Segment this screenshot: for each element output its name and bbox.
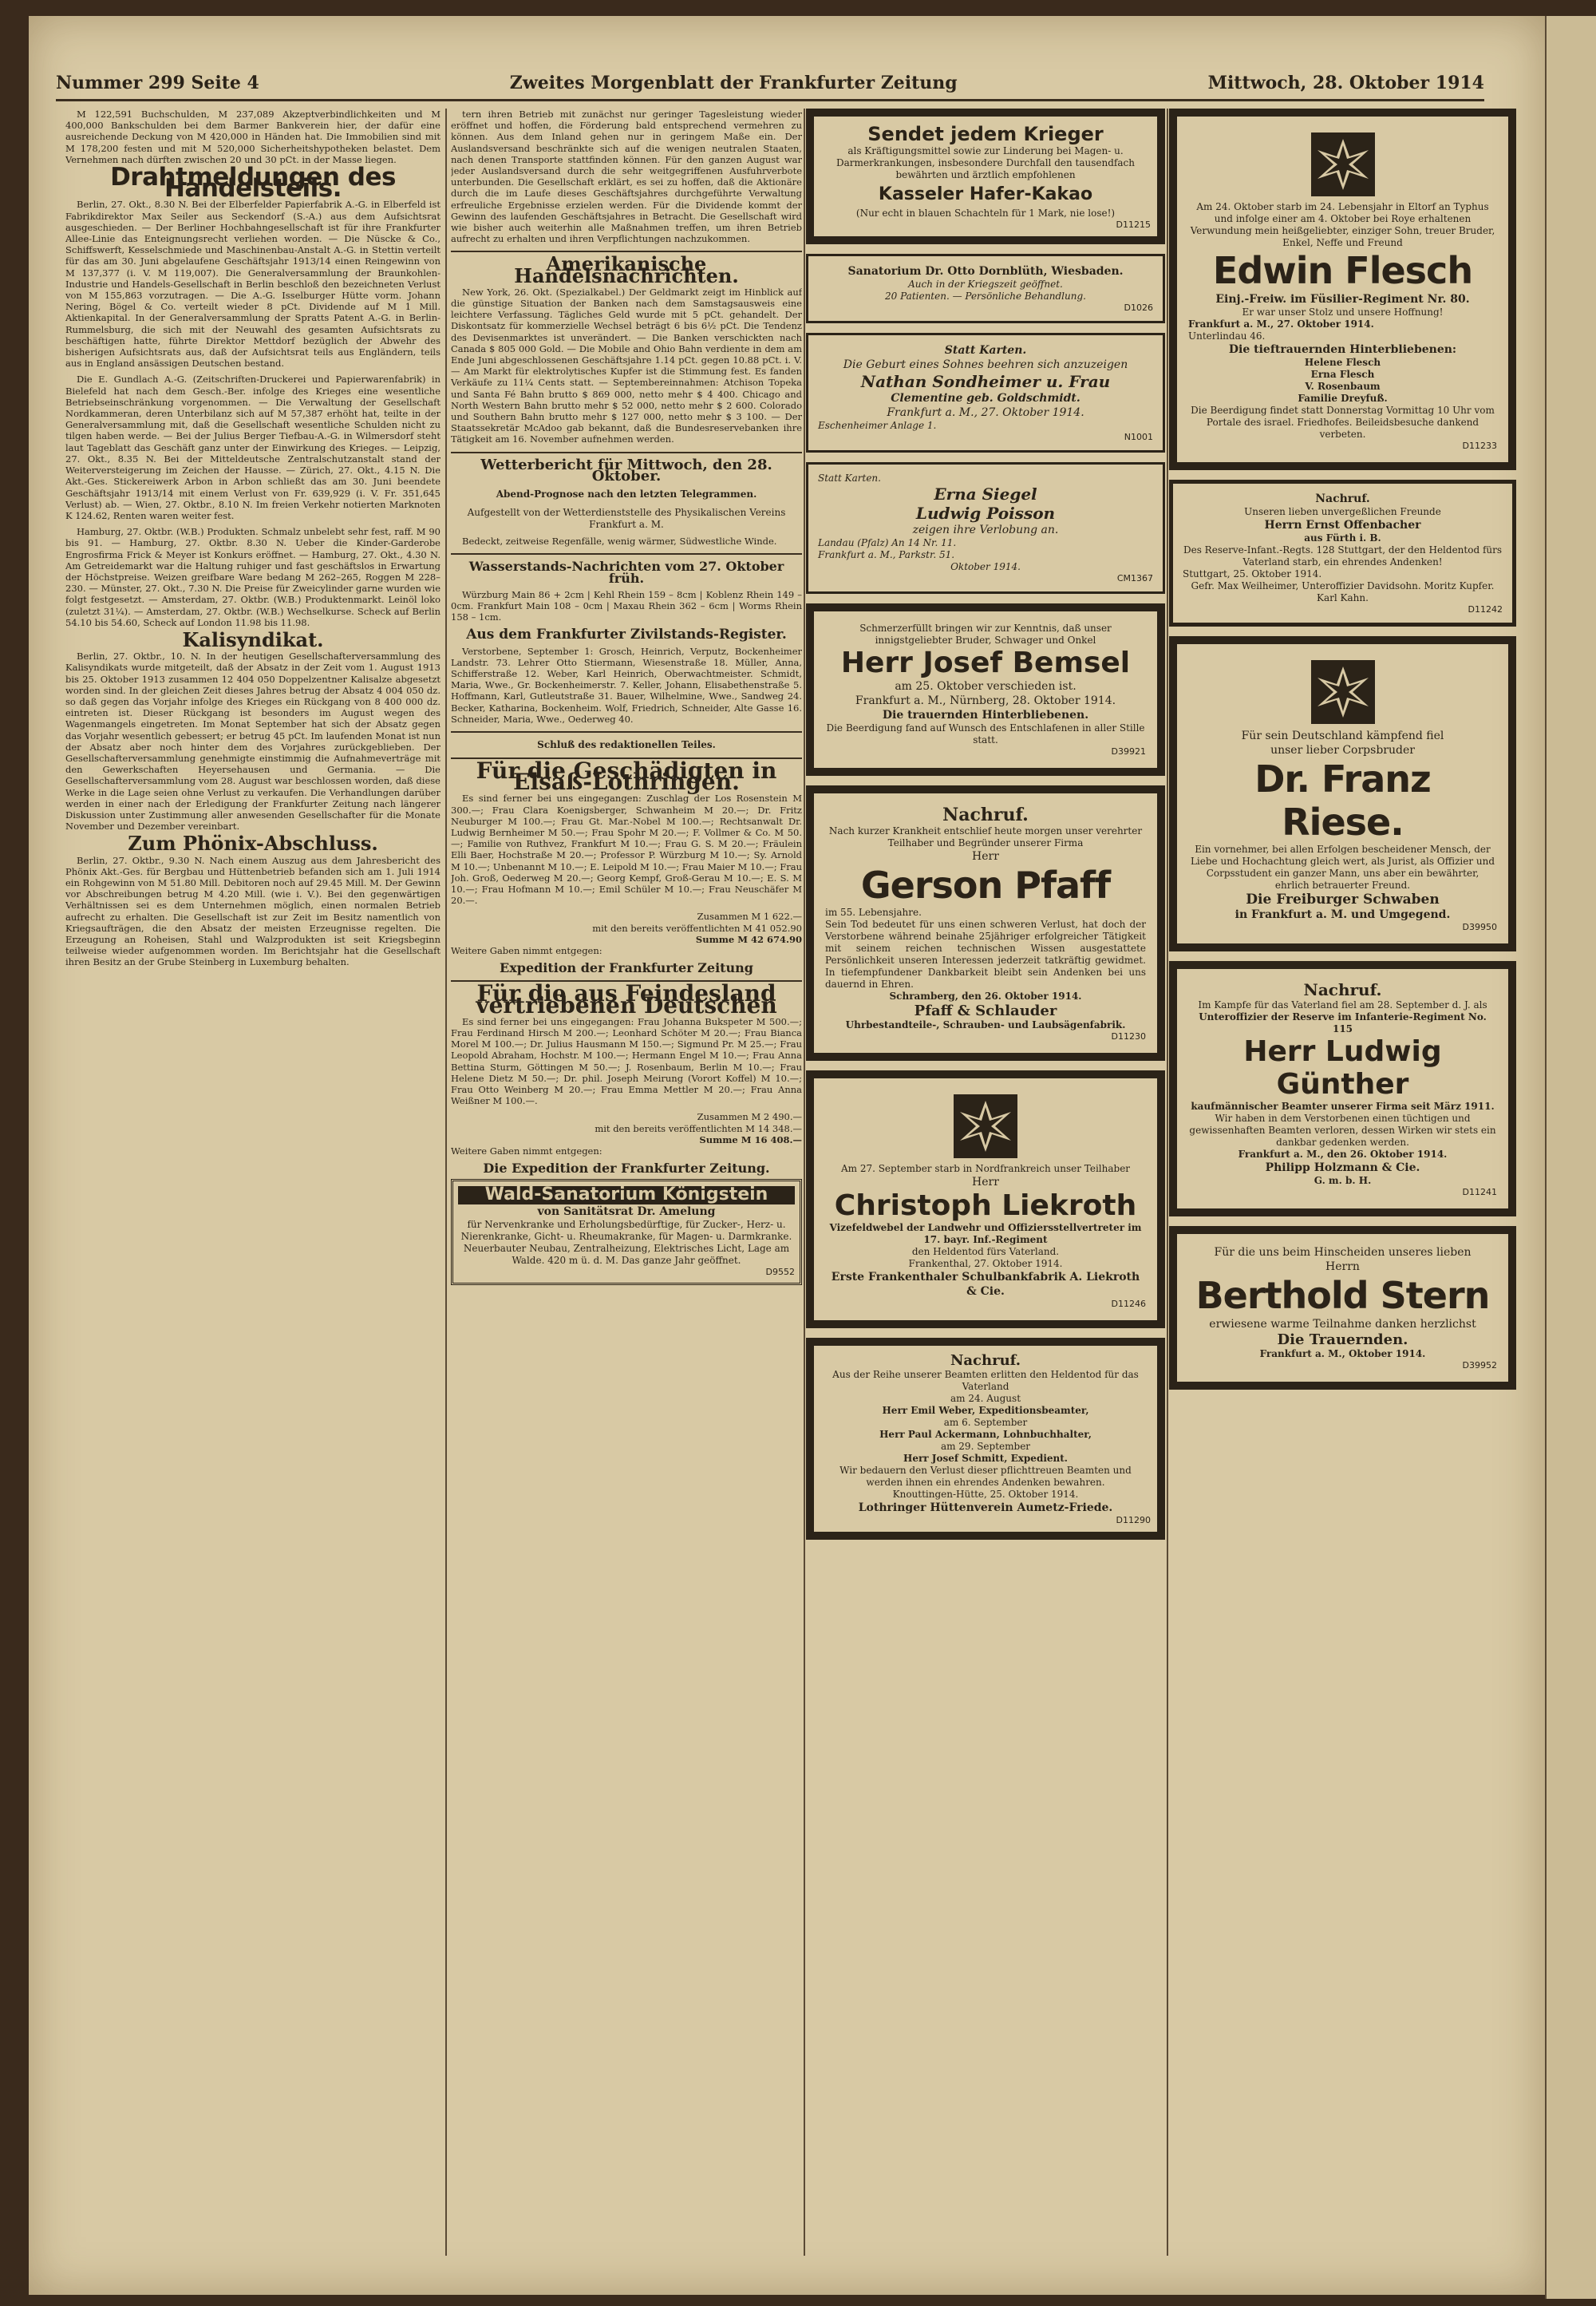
- section-heading: Zum Phönix-Abschluss.: [128, 832, 378, 856]
- obituary-sub: kaufmännischer Beamter unserer Firma seit März 1911.: [1191, 1101, 1495, 1112]
- obituary-lothringer: [806, 1338, 1165, 1540]
- announcement-sub: Clementine geb. Goldschmidt.: [891, 392, 1080, 405]
- divider: [451, 452, 802, 453]
- obituary-signature: Die tieftrauernden Hinterbliebenen:: [1228, 343, 1457, 356]
- section-heading: Wetterbericht für Mittwoch, den 28. Oktober.: [480, 456, 772, 485]
- announcement-place: Landau (Pfalz) An 14 Nr. 11.: [818, 537, 957, 548]
- ad-text: Auch in der Kriegszeit geöffnet.: [908, 279, 1063, 290]
- obituary-name: Herr Josef Schmitt, Expedient.: [903, 1453, 1068, 1464]
- obituary-text: Im Kampfe für das Vaterland fiel am 28. September d. J. als: [1198, 999, 1487, 1011]
- announcement-address: Eschenheimer Anlage 1.: [818, 420, 937, 431]
- obituary-pfaff: [806, 785, 1165, 1061]
- column-rule: [804, 109, 805, 2256]
- obituary-date: am 6. September: [943, 1417, 1028, 1428]
- obituary-text: Am 27. September starb in Nordfrankreich unser Teilhaber: [840, 1163, 1131, 1174]
- ad-note: (Nur echt in blauen Schachteln für 1 Mark, nie lose!): [855, 208, 1116, 219]
- ad-code: D39921: [1111, 746, 1146, 757]
- announcement-head: Statt Karten.: [818, 473, 881, 484]
- section-heading: Wasserstands-Nachrichten vom 27. Oktober früh.: [468, 559, 784, 586]
- ad-headline: Sanatorium Dr. Otto Dornblüth, Wiesbaden.: [847, 265, 1124, 278]
- announcement-name: Erna Siegel: [934, 485, 1037, 504]
- donation-previous: mit den bereits veröffentlichten M 14 348.—: [595, 1122, 802, 1134]
- thanks-herr: Herrn: [1325, 1260, 1360, 1273]
- obituary-date: am 24. August: [950, 1393, 1021, 1404]
- obituary-name: Gerson Pfaff: [860, 864, 1111, 907]
- announcement-date: Oktober 1914.: [950, 561, 1021, 572]
- ad-code: D11290: [1116, 1515, 1151, 1525]
- obituary-herr: Herr: [972, 1176, 999, 1189]
- ad-code: D1026: [1124, 303, 1153, 313]
- divider: [451, 731, 802, 733]
- obituary-place: Schramberg, den 26. Oktober 1914.: [889, 991, 1082, 1002]
- obituary-herr: Herr: [972, 850, 999, 863]
- sanatorium-dornblueth-ad: [806, 254, 1165, 323]
- obituary-text: Am 24. Oktober starb im 24. Lebensjahr in Eltorf an Typhus und infolge einer am 4. Oktober bei Roye erhaltenen Verwundung mein heißgeliebter, einziger Sohn, treuer Bruder, Enkel, Neffe und Freund: [1190, 201, 1495, 248]
- ad-code: CM1367: [1116, 573, 1153, 583]
- obituary-from: aus Fürth i. B.: [1304, 532, 1381, 544]
- obituary-firm: Pfaff & Schlauder: [914, 1003, 1057, 1019]
- thanks-body: erwiesene warme Teilnahme danken herzlichst: [1209, 1318, 1476, 1331]
- thanks-stern: [1169, 1226, 1516, 1390]
- article-text: Berlin, 27. Oktbr., 10. N. In der heutigen Gesellschafterversammlung des Kalisyndikats wurde mitgeteilt, daß der Absatz in der Zeit vom 1. August 1913 bis 25. Oktober 1913 zusammen 12 404 050 Doppelzentner Kalisalze abgesetzt worden sind. In der gleichen Zeit dieses Jahres betrug der Absatz 4 004 050 dz. so daß gegen das Vorjahr infolge des Krieges ein Rückgang von 8 400 000 dz. eintreten ist. Dieser Rückgang ist besonders im August wegen des Wagenmangels eingetreten. Im Monat September hat sich der Absatz gegen das Vorjahr wesentlich gebessert; er betrug 45 pCt. Im laufenden Monat ist nun der Absatz aber noch hinter dem des Vorjahres zurückgeblieben. Der Gesellschafterversammlung genehmigte einstimmig die Aufnahmeverträge mit den Gewerkschaften Heyersehausen und Germania. — Die Gesellschafterversammlung vom 28. August war beschlossen worden, daß diese Werke in die Lage seien ohne Verlust zu verkaufen. Die Verhandlungen darüber werden in einer nach der Erledigung der Frankfurter Zeitung nach längerer Diskussion unter Zustimmung aller anwesenden Gesellschafter für die Monate November und Dezember vereinbart.: [65, 651, 440, 833]
- ad-brand: Kasseler Hafer-Kakao: [878, 184, 1093, 204]
- obituary-name: Dr. Franz Riese.: [1254, 757, 1431, 844]
- article-text: Die E. Gundlach A.-G. (Zeitschriften-Druckerei und Papierwarenfabrik) in Bielefeld hat nach dem Gesch.-Ber. infolge des Krieges eine wesentliche Betriebseinschränkung vorgenommen. — Die Verwaltung der Gesellschaft Nordkammeran, deren Unterbilanz sich auf M 57,387 erhöht hat, teilte in der Generalversammlung mit, daß die Gesellschaft wesentliche Schulden nicht zu tilgen haben werde. — Bei der Julius Berger Tiefbau-A.-G. in Wilmersdorf steht laut Tageblatt das Geschäft ganz unter der Einwirkung des Krieges. — Leipzig, 27. Okt., 8.35 N. Bei der Mitteldeutsche Zentralschutzanstalt stand der Weiterversteigerung im Zeichen der Hausse. — Zürich, 27. Okt., 4.15 N. Die Akt.-Ges. Stickereiwerk Arbon in Arbon schließt das am 30. Juni beendete Geschäftsjahr 1913/14 mit einem Verlust von Fr. 639,929 (i. V. Fr. 351,645 Verlust) ab. — Wien, 27. Oktbr., 8.10 N. Im freien Verkehr notierten Marknoten K 124.62, Renten waren weiter fest.: [65, 374, 440, 521]
- expedition-label: Die Expedition der Frankfurter Zeitung.: [483, 1161, 770, 1177]
- obituary-body: Ein vornehmer, bei allen Erfolgen bescheidener Mensch, der Liebe und Hochachtung gleich wert, als Jurist, als Offizier und Corpsstudent ein ganzer Mann, uns aber ein bewährter, ehrlich betrauerter Freund.: [1190, 844, 1495, 891]
- obituary-head: Nachruf.: [950, 1352, 1021, 1369]
- obituary-quote: Er war unser Stolz und unsere Hoffnung!: [1242, 307, 1444, 318]
- obituary-note: Die Beerdigung fand auf Wunsch des Entschlafenen in aller Stille statt.: [826, 722, 1145, 746]
- ad-text: als Kräftigungsmittel sowie zur Linderung bei Magen- u. Darmerkrankungen, insbesondere Durchfall den tausendfach bewährten und ärztlich empfohlenen: [836, 145, 1135, 180]
- section-heading: Für die aus Feindesland vertriebenen Deutschen: [476, 980, 777, 1019]
- obituary-firm-sub: Uhrbestandteile-, Schrauben- und Laubsägenfabrik.: [845, 1019, 1126, 1030]
- obituary-place: Frankfurt a. M., 27. Oktober 1914.: [1188, 318, 1374, 330]
- thanks-name: Berthold Stern: [1195, 1274, 1490, 1317]
- obituary-body: Sein Tod bedeutet für uns einen schweren Verlust, hat doch der Verstorbene während beinahe 25jähriger erfolgreicher Tätigkeit mit seinem reichen technischen Wissen ausgestattete Persönlichkeit unseren Interessen jederzeit tatkräftig gewidmet. In tiefempfundener Dankbarkeit bleibt sein Andenken bei uns dauernd in Ehren.: [825, 919, 1146, 990]
- obituary-flesch: [1169, 109, 1516, 470]
- obituary-text: Aus der Reihe unserer Beamten erlitten den Heldentod für das Vaterland: [832, 1369, 1139, 1392]
- ad-code: N1001: [1124, 432, 1153, 442]
- obituary-signers: Gefr. Max Weilheimer, Unteroffizier Davidsohn. Moritz Kupfer. Karl Kahn.: [1191, 580, 1495, 603]
- announcement-names: Nathan Sondheimer u. Frau: [860, 372, 1111, 391]
- announcement-place: Frankfurt a. M., 27. Oktober 1914.: [887, 406, 1084, 419]
- obituary-firm: Erste Frankenthaler Schulbankfabrik A. Liekroth & Cie.: [831, 1271, 1140, 1298]
- ad-code: D11233: [1462, 441, 1497, 451]
- article-text: tern ihren Betrieb mit zunächst nur geringer Tagesleistung wieder eröffnet und hoffen, die Förderung bald entsprechend vermehren zu können. Aus dem Inland gehen nur in geringem Maße ein. Der Auslandsversand beschränkte sich auf die wenigen neutralen Staaten, nach denen Transporte stattfinden können. Für den ganzen August war jeder Auslandsversand durch die sehr weitgegriffenen Ausfuhrverbote unterbunden. Die Gesellschaft erklärt, es sei zu hoffen, daß die Aktionäre durch die im Laufe dieses Geschäftsjahres durchgeführte Verwaltung erfreuliche Ergebnisse erzielen werden. Für die Dividende kommt der Gewinn des laufenden Geschäftsjahres in Betracht. Die Gesellschaft wird wie bisher auch weiterhin alle Maßnahmen treffen, um ihren Betrieb aufrecht zu erhalten und ihren Verpflichtungen nachzukommen.: [451, 109, 802, 245]
- ad-headline: Sendet jedem Krieger: [867, 123, 1104, 145]
- obituary-head: Nachruf.: [942, 805, 1029, 825]
- obituary-address: Unterlindau 46.: [1188, 330, 1266, 342]
- obituary-liekroth: [806, 1070, 1165, 1328]
- obituary-signature: Die trauernden Hinterbliebenen.: [882, 709, 1089, 722]
- donation-subtotal: Zusammen M 1 622.—: [697, 911, 802, 923]
- page-header: [56, 67, 1484, 101]
- ad-code: D39950: [1462, 922, 1497, 932]
- ad-code: D11230: [1111, 1031, 1146, 1042]
- iron-cross-icon: [954, 1094, 1017, 1158]
- column-news-and-donations: [451, 109, 802, 2256]
- donation-total: Summe M 42 674.90: [695, 933, 802, 945]
- obituary-signer: V. Rosenbaum: [1305, 381, 1381, 392]
- birth-announcement: [806, 333, 1165, 453]
- obituary-death: den Heldentod fürs Vaterland.: [911, 1246, 1060, 1257]
- header-page-number: Nummer 299 Seite 4: [56, 73, 259, 93]
- ad-code: D11242: [1468, 604, 1503, 615]
- divider: [451, 553, 802, 555]
- section-heading: Drahtmeldungen des Handelsteils.: [110, 163, 396, 204]
- section-heading: Aus dem Frankfurter Zivilstands-Register.: [466, 627, 787, 643]
- obituary-name: Herr Josef Bemsel: [840, 647, 1131, 679]
- engagement-announcement: [806, 462, 1165, 594]
- expedition-label: Expedition der Frankfurter Zeitung: [500, 960, 753, 976]
- article-text: M 122,591 Buchschulden, M 237,089 Akzeptverbindlichkeiten und M 400,000 Bankschulden bei dem Barmer Bankverein hier, der dafür eine ausreichende Deckung von M 420,000 in Händen hat. Die Immobilien sind mit M 178,200 festen und mit M 520,000 Sicherheitshypotheken belastet. Dem Vernehmen nach dürften zwischen 20 und 30 pCt. in der Masse liegen.: [65, 109, 440, 165]
- obituary-note: Die Beerdigung findet statt Donnerstag Vormittag 10 Uhr vom Portale des israel. Friedhofes. Beileidsbesuche dankend verbeten.: [1191, 405, 1495, 440]
- column-obituaries: [1169, 109, 1516, 2256]
- obituary-firm-sub: G. m. b. H.: [1314, 1175, 1372, 1186]
- ad-code: D39952: [1462, 1360, 1497, 1371]
- obituary-text: Nach kurzer Krankheit entschlief heute morgen unser verehrter Teilhaber und Begründer unserer Firma: [828, 825, 1143, 848]
- cocoa-ad: [806, 109, 1165, 244]
- obituary-signature: Die Freiburger Schwaben: [1246, 892, 1440, 908]
- ad-code: D9552: [765, 1266, 795, 1277]
- weather-text: Bedeckt, zeitweise Regenfälle, wenig wärmer, Südwestliche Winde.: [462, 536, 777, 548]
- obituary-place: in Frankfurt a. M. und Umgegend.: [1235, 908, 1451, 921]
- donation-note: Weitere Gaben nimmt entgegen:: [451, 944, 602, 956]
- obituary-signer: Erna Flesch: [1310, 369, 1375, 380]
- section-heading: Amerikanische Handelsnachrichten.: [514, 252, 739, 287]
- column-financial-news: [65, 109, 440, 2256]
- donations-list: Es sind ferner bei uns eingegangen: Zuschlag der Los Rosenstein M 300.—; Frau Clara Koenigsberger, Schwanheim M 20.—; Dr. Fritz Neuburger M 100.—; Frau Gt. Mar.-Nobel M 100.—; Rechtsanwalt Dr. Ludwig Bernheimer M 50.—; Frau Spohr M 20.—; F. Vollmer & Co. M 50.—; Familie von Ruthvez, Frankfurt M 10.—; Frau G. S. M 20.—; Fräulein Elli Baer, Hochstraße M 20.—; Professor P. Würzburg M 10.—; Sy. Arnold M 10.—; Unbenannt M 10.—; E. Leipold M 10.—; Frau Maier M 10.—; Frau Joh. Groß, Oederweg M 20.—; Georg Kempf, Groß-Gerau M 10.—; E. S. M 10.—; Frau Hofmann M 10.—; Emil Schüler M 10.—; Frau Neuschäfer M 20.—.: [451, 793, 802, 907]
- obituary-body: Des Reserve-Infant.-Regts. 128 Stuttgart, der den Heldentod fürs Vaterland starb, ein ehrendes Andenken!: [1183, 544, 1503, 568]
- sanatorium-ad: [451, 1179, 802, 1284]
- iron-cross-icon: [1311, 133, 1375, 196]
- donation-note: Weitere Gaben nimmt entgegen:: [451, 1145, 602, 1157]
- weather-source: Aufgestellt von der Wetterdienststelle des Physikalischen Vereins Frankfurt a. M.: [467, 507, 786, 531]
- obituary-place: Knouttingen-Hütte, 25. Oktober 1914.: [892, 1489, 1079, 1500]
- article-text: New York, 26. Okt. (Spezialkabel.) Der Geldmarkt zeigt im Hinblick auf die günstige Situation der Banken nach dem Samstagsausweis eine leichtere Verfassung. Tägliches Geld wurde mit 5 pCt. gehandelt. Der Diskontsatz für kommerzielle Wechsel beträgt 6 bis 6½ pCt. Die Tendenz des Devisenmarktes ist unverändert. — Die Banken verschickten nach Canada $ 805 000 Gold. — Die Mobile and Ohio Bahn verdiente in dem am Ende Juni abgeschlossenen Geschäftsjahre 1.14 pCt. gegen 10.88 pCt. i. V. — Am Markt für elektrolytisches Kupfer ist die Stimmung fest. Es fanden Verkäufe zu 11¼ Cents statt. — Septembereinnahmen: Atchison Topeka und Santa Fé Bahn brutto $ 869 000, netto mehr $ 4 400. Chicago and North Western Bahn brutto mehr $ 52 000, netto mehr $ 2 600. Colorado und Southern Bahn brutto mehr $ 127 000, netto mehr $ 3 100. — Der Staatssekretär McAdoo gab bekannt, daß die Bundesreservebanken ihre Tätigkeit am 16. November aufnehmen werden.: [451, 286, 802, 445]
- obituary-date: am 29. September: [940, 1441, 1031, 1452]
- donation-subtotal: Zusammen M 2 490.—: [697, 1111, 802, 1123]
- article-text: Hamburg, 27. Oktbr. (W.B.) Produkten. Schmalz unbelebt sehr fest, raff. M 90 bis 91. — Hamburg, 27. Oktbr. 8.30 N. Ueber die Kinder-Garderobe Engrosfirma Frick & Meyer ist Konkurs eröffnet. — Hamburg, 27. Okt., 4.30 N. Am Getreidemarkt war die Haltung ruhiger und fast geschäftslos in Erwartung der Höchstpreise. Weizen greifbare Ware bedang M 262–265, Roggen M 228–230. — Münster, 27. Okt., 7.30 N. Die Preise für Zweicylinder garne wurden wie folgt festgesetzt. — Amsterdam, 27. Oktbr. (W.B.) Produktenmarkt. Leinöl loko (zuletzt 31¼). — Amsterdam, 27. Oktbr. (W.B.) Wechselkurse. Scheck auf Berlin 54.10 bis 54.60, Scheck auf London 11.98 bis 11.98.: [65, 526, 440, 628]
- obituary-name: Herr Paul Ackermann, Lohnbuchhalter,: [879, 1429, 1092, 1440]
- obituary-text: Schmerzerfüllt bringen wir zur Kenntnis, daß unser innigstgeliebter Bruder, Schwager und Onkel: [859, 623, 1112, 646]
- obituary-place: Frankfurt a. M., Nürnberg, 28. Oktober 1914.: [855, 694, 1116, 707]
- obituary-place: Frankfurt a. M., den 26. Oktober 1914.: [1238, 1149, 1448, 1160]
- obituary-offenbacher: [1169, 480, 1516, 627]
- obituary-head: Nachruf.: [1303, 980, 1382, 999]
- obituary-name: Christoph Liekroth: [834, 1189, 1137, 1222]
- article-text: Berlin, 27. Okt., 8.30 N. Bei der Elberfelder Papierfabrik A.-G. in Elberfeld ist Fabrikdirektor Max Seiler aus Seckendorf (S.-A.) aus dem Aufsichtsrat ausgeschieden. — Der Berliner Hochbahngesellschaft ist für ihre Frankfurter Allee-Linie das Enteignungsrecht verliehen worden. — Die Nüscke & Co., Schiffswerft, Kesselschmiede und Maschinenbau-Anstalt A.-G. in Stettin verteilt für das am 30. Juni abgelaufene Geschäftsjahr 1913/14 einen Reingewinn von M 137,377 (i. V. M 119,007). Die Generalversammlung der Braunkohlen-Industrie und Handels-Gesellschaft in Berlin beschloß den bezeichneten Verlust von M 155,863 vorzutragen. — Die A.-G. Isselburger Hütte vorm. Johann Nering, Bögel & Co. verteilt wieder 8 pCt. Dividende auf M 1 Mill. Aktienkapital. In der Generalversammlung der Spratts Patent A.-G. in Berlin-Rummelsburg, die sich mit der Neuwahl des gesamten Aufsichtsrats zu beschäftigen hatte, führte Direktor Mettdorf bezüglich der Abwehr des bisherigen Aufsichtsrats aus, daß der Aufsichtsrat teils aus Engländern, teils aus in England ansässigen Deutschen bestand.: [65, 199, 440, 370]
- ad-code: D11215: [1116, 220, 1151, 230]
- obituary-guenther: [1169, 961, 1516, 1216]
- obituary-body: Wir bedauern den Verlust dieser pflichttreuen Beamten und werden ihnen ein ehrendes Andenken bewahren.: [839, 1465, 1132, 1488]
- obituary-age: im 55. Lebensjahre.: [825, 907, 922, 918]
- thanks-text: Für die uns beim Hinscheiden unseres lieben: [1214, 1246, 1472, 1259]
- obituary-text: Unseren lieben unvergeßlichen Freunde: [1244, 506, 1441, 517]
- obituary-signer: Familie Dreyfuß.: [1298, 393, 1388, 404]
- obituary-rank: Unteroffizier der Reserve im Infanterie-Regiment No. 115: [1199, 1011, 1487, 1034]
- donations-list: Es sind ferner bei uns eingegangen: Frau Johanna Bukspeter M 500.—; Frau Ferdinand Hirsch M 200.—; Leonhard Schöter M 20.—; Frau Bianca Morel M 100.—; Dr. Julius Hausmann M 150.—; Sigmund Pr. M 25.—; Frau Leopold Abraham, Hochstr. M 100.—; Hermann Engel M 10.—; Frau Anna Bettina Sturm, Göttingen M 50.—; J. Rosenbaum, Berlin M 10.—; Frau Helene Dietz M 50.—; Dr. phil. Joseph Meirung (Vorort Koffel) M 10.—; Frau Otto Weinberg M 20.—; Frau Emma Mettler M 20.—; Frau Anna Weißner M 100.—.: [451, 1015, 802, 1107]
- ad-code: D11241: [1462, 1187, 1497, 1197]
- obituary-text: Für sein Deutschland kämpfend fiel: [1241, 730, 1444, 742]
- donation-previous: mit den bereits veröffentlichten M 41 052.90: [592, 922, 802, 934]
- thanks-place: Frankfurt a. M., Oktober 1914.: [1259, 1348, 1426, 1359]
- header-date: Mittwoch, 28. Oktober 1914: [1207, 73, 1484, 93]
- sanatorium-title: Wald-Sanatorium Königstein: [458, 1186, 795, 1204]
- ad-note: 20 Patienten. — Persönliche Behandlung.: [885, 291, 1086, 302]
- obituary-sub: unser lieber Corpsbruder: [1270, 744, 1415, 757]
- header-masthead: Zweites Morgenblatt der Frankfurter Zeitung: [509, 73, 958, 93]
- obituary-body: Wir haben in dem Verstorbenen einen tüchtigen und gewissenhaften Beamten verloren, dessen Wirken wir stets ein dankbar gedenken werden.: [1189, 1113, 1496, 1148]
- column-announcements: [806, 109, 1165, 2256]
- column-rule: [445, 109, 447, 2256]
- obituary-riese: [1169, 636, 1516, 951]
- section-heading: Kalisyndikat.: [182, 627, 324, 651]
- water-levels: Würzburg Main 86 + 2cm | Kehl Rhein 159 – 8cm | Koblenz Rhein 149 – 0cm. Frankfurt Main 108 – 0cm | Maxau Rhein 362 – 6cm | Worms Rhein 158 – 1cm.: [451, 588, 802, 623]
- sanatorium-text: für Nervenkranke und Erholungsbedürftige, für Zucker-, Herz- u. Nierenkranke, Gicht- u. Rheumakranke, für Magen- u. Darmkranke. Neuerbauter Neubau, Zentralheizung, Elektrisches Licht, Lage am Walde. 420 m ü. d. M. Das ganze Jahr geöffnet.: [460, 1218, 792, 1266]
- obituary-head: Nachruf.: [1315, 492, 1370, 505]
- announcement-name: Ludwig Poisson: [915, 504, 1056, 523]
- announcement-head: Statt Karten.: [944, 344, 1027, 357]
- obituary-date: am 25. Oktober verschieden ist.: [895, 680, 1077, 693]
- obituary-signer: Helene Flesch: [1304, 357, 1381, 368]
- obituary-name: Herr Emil Weber, Expeditionsbeamter,: [882, 1405, 1089, 1416]
- obituary-name: Herrn Ernst Offenbacher: [1264, 519, 1421, 532]
- obituary-rank: Einj.-Freiw. im Füsilier-Regiment Nr. 80.: [1215, 293, 1470, 306]
- article-text: Berlin, 27. Oktbr., 9.30 N. Nach einem Auszug aus dem Jahresbericht des Phönix Akt.-Ges. für Bergbau und Hüttenbetrieb befanden sich am 1. Juli 1914 ein Rohgewinn von M 51.80 Mill. Debitoren noch auf 29.45 Mill. M. Der Gewinn vor Abschreibungen betrug M 4.20 Mill. (wie i. V.). Bei den gegenwärtigen Verhältnissen sei es dem Unternehmen möglich, einen normalen Betrieb aufrecht zu erhalten. Die Gesellschaft ist zur Zeit im Besitz namentlich von Kriegsaufträgen, die den Absatz der meisten Erzeugnisse regelten. Die Erzeugung an Roheisen, Stahl und Walzprodukten ist seit Kriegsbeginn teilweise wieder aufgenommen worden. Im Berichtsjahr hat die Gesellschaft ihren Besitz an der Grube Steinberg in Luxemburg behalten.: [65, 854, 440, 968]
- article-text: Verstorbene, September 1: Grosch, Heinrich, Verputz, Bockenheimer Landstr. 73. Lehrer Otto Stiermann, Wiesenstraße 18. Müller, Anna, Schifferstraße 12. Weber, Karl Heinrich, Oberwachtmeister. Schmidt, Maria, Wwe., Gr. Bockenheimerstr. 7. Keller, Johann, Elisabethenstraße 5. Hoffmann, Karl, Gutleutstraße 31. Bauer, Wilhelmine, Wwe., Sandweg 24. Becker, Katharina, Bockenheim. Wolf, Friedrich, Schneider, Alte Gasse 16. Schneider, Maria, Wwe., Oederweg 40.: [451, 645, 802, 725]
- announcement-place: Frankfurt a. M., Parkstr. 51.: [818, 549, 955, 560]
- obituary-firm: Lothringer Hüttenverein Aumetz-Friede.: [858, 1501, 1113, 1514]
- obituary-bemsel: [806, 603, 1165, 776]
- obituary-name: Edwin Flesch: [1212, 249, 1473, 292]
- announcement-text: zeigen ihre Verlobung an.: [912, 524, 1059, 536]
- editorial-end: Schluß des redaktionellen Teiles.: [537, 738, 716, 750]
- iron-cross-icon: [1311, 660, 1375, 724]
- section-heading: Für die Geschädigten in Elsaß-Lothringen.: [476, 757, 777, 796]
- ad-code: D11246: [1111, 1299, 1146, 1309]
- sanatorium-subtitle: von Sanitätsrat Dr. Amelung: [537, 1204, 716, 1218]
- weather-subtitle: Abend-Prognose nach den letzten Telegrammen.: [496, 488, 757, 500]
- obituary-firm: Philipp Holzmann & Cie.: [1265, 1161, 1420, 1174]
- announcement-text: Die Geburt eines Sohnes beehren sich anzuzeigen: [843, 358, 1128, 371]
- obituary-place: Frankenthal, 27. Oktober 1914.: [908, 1258, 1063, 1269]
- column-rule: [1167, 109, 1168, 2256]
- next-page-edge: [1545, 16, 1596, 2299]
- obituary-place: Stuttgart, 25. Oktober 1914.: [1183, 568, 1322, 579]
- obituary-rank: Vizefeldwebel der Landwehr und Offiziersstellvertreter im 17. bayr. Inf.-Regiment: [829, 1222, 1142, 1245]
- thanks-signature: Die Trauernden.: [1277, 1331, 1408, 1348]
- donation-total: Summe M 16 408.—: [699, 1133, 802, 1145]
- obituary-name: Herr Ludwig Günther: [1243, 1035, 1442, 1101]
